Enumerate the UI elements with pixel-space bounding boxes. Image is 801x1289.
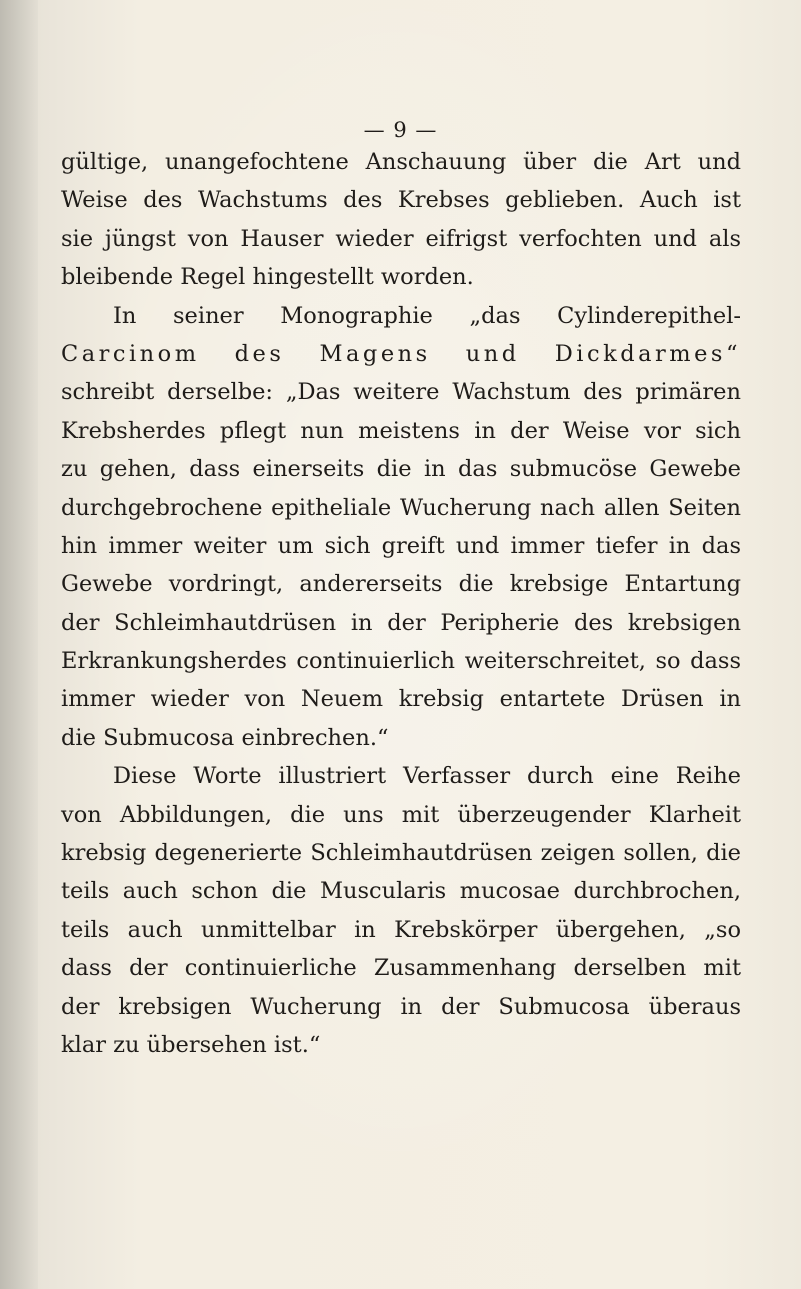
text-line: teils auch schon die Muscularis mucosae durchbrochen, <box>61 878 741 905</box>
text-line: hin immer weiter um sich greift und immer tiefer in das <box>61 532 741 559</box>
text-line: teils auch unmittelbar in Krebskörper übergehen, „so <box>61 916 741 943</box>
text-line: der krebsigen Wucherung in der Submucosa überaus <box>61 993 741 1020</box>
text-line: die Submucosa einbrechen.“ <box>61 724 389 751</box>
text-line: gültige, unangefochtene Anschauung über die Art und <box>61 149 741 175</box>
text-line: In seiner Monographie „das Cylinderepithel- <box>113 302 741 329</box>
text-line: krebsig degenerierte Schleimhautdrüsen zeigen sollen, die <box>61 840 741 867</box>
text-line: Diese Worte illustriert Verfasser durch eine Reihe <box>113 763 741 790</box>
text-line: schreibt derselbe: „Das weitere Wachstum des primären <box>61 379 741 406</box>
text-line: klar zu übersehen ist.“ <box>61 1031 321 1058</box>
text-line: Carcinom des Magens und Dickdarmes“ <box>61 340 741 367</box>
text-line: Weise des Wachstums des Krebses geblieben. Auch ist <box>61 187 741 214</box>
page-number: — 9 — <box>363 118 438 142</box>
text-line: von Abbildungen, die uns mit überzeugender Klarheit <box>61 801 741 828</box>
text-line: durchgebrochene epitheliale Wucherung nach allen Seiten <box>61 494 741 521</box>
page-gutter-shadow <box>0 0 38 1289</box>
text-line: bleibende Regel hingestellt worden. <box>61 264 474 291</box>
text-line: immer wieder von Neuem krebsig entartete Drüsen in <box>61 686 741 713</box>
text-line: zu gehen, dass einerseits die in das submucöse Gewebe <box>61 456 741 483</box>
text-line: Erkrankungsherdes continuierlich weiterschreitet, so dass <box>61 648 741 675</box>
text-line: Krebsherdes pflegt nun meistens in der Weise vor sich <box>61 417 741 444</box>
text-line: der Schleimhautdrüsen in der Peripherie des krebsigen <box>61 609 741 636</box>
text-line: Gewebe vordringt, andererseits die krebsige Entartung <box>61 571 741 598</box>
text-line: dass der continuierliche Zusammenhang derselben mit <box>61 955 741 982</box>
body-text <box>61 143 741 1064</box>
text-line: sie jüngst von Hauser wieder eifrigst verfochten und als <box>61 225 741 252</box>
